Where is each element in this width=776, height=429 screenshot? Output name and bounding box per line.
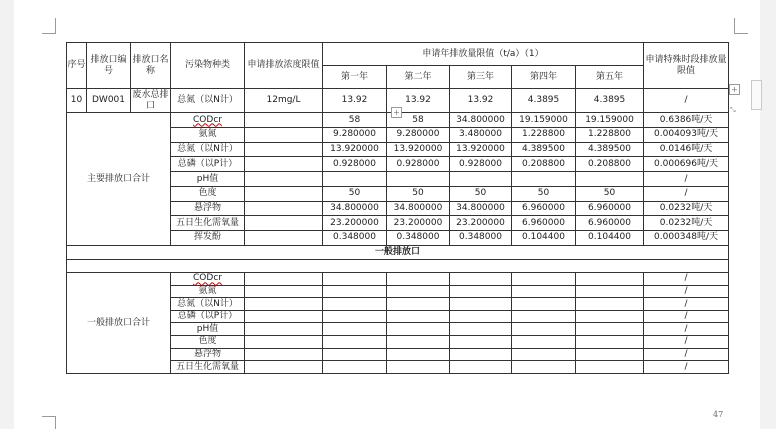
crop-mark [42,416,56,417]
plus-icon[interactable]: + [729,84,740,95]
cell-year-value [576,172,644,187]
cell-year-value: 58 [387,113,450,128]
cell-year-value [323,361,387,374]
cell-year-value [576,298,644,311]
cell-special: / [644,298,729,311]
cell-concentration [245,273,323,286]
cell-pollutant: 总磷（以P计） [171,310,245,323]
cell-year-value: 0.104400 [512,231,576,246]
cell-pollutant: CODcr [171,113,245,128]
cell-year-value [450,361,512,374]
cell-year-value [387,348,450,361]
cell-concentration [245,336,323,349]
cell-year-value: 23.200000 [323,216,387,231]
cell-year-value: 0.208800 [512,157,576,172]
cell-concentration [245,310,323,323]
cell-year-value: 9.280000 [387,128,450,143]
cell-concentration [245,361,323,374]
cell-year-value: 0.928000 [323,157,387,172]
cell-year-value [512,323,576,336]
cell-special: 0.0232吨/天 [644,216,729,231]
cell-year-value: 3.480000 [450,128,512,143]
main-total-label: 主要排放口合计 [67,113,171,245]
cell-special: 0.0232吨/天 [644,201,729,216]
cell-concentration [245,186,323,201]
cell-year-value [450,336,512,349]
header-outlet-name: 排放口名称 [131,43,171,89]
cell-year-value: 13.920000 [323,142,387,157]
cell-pollutant: 五日生化需氧量 [171,361,245,374]
cell-year-value: 13.920000 [387,142,450,157]
section-row [67,245,729,260]
cell-year-value: 4.389500 [576,142,644,157]
cell-special: / [644,172,729,187]
cell-special: / [644,89,729,113]
cell-year-value: 34.800000 [450,113,512,128]
cell-year-value [576,285,644,298]
cell-year-value: 0.348000 [323,231,387,246]
cell-year-value: 6.960000 [512,216,576,231]
cell-pollutant: 总氮（以N计） [171,142,245,157]
cell-year-value: 0.348000 [450,231,512,246]
cell-year-value [323,298,387,311]
cell-concentration [245,323,323,336]
cell-year-value: 4.3895 [576,89,644,113]
cell-year-value: 50 [387,186,450,201]
cell-year-value [576,336,644,349]
emission-limit-table [66,42,729,374]
cell-year-value: 6.960000 [512,201,576,216]
header-year: 第二年 [387,66,450,89]
cell-year-value [387,336,450,349]
plus-icon[interactable]: + [391,107,402,118]
cell-pollutant: 挥发酚 [171,231,245,246]
cell-year-value [387,323,450,336]
cell-special: / [644,348,729,361]
cell-pollutant: 总氮（以N计） [171,89,245,113]
cell-year-value [450,298,512,311]
cell-year-value: 1.228800 [576,128,644,143]
cell-year-value [323,285,387,298]
cell-concentration [245,216,323,231]
header-outlet-id: 排放口编号 [87,43,131,89]
cell-year-value: 23.200000 [450,216,512,231]
cell-pollutant: 总磷（以P计） [171,157,245,172]
cell-pollutant: pH值 [171,172,245,187]
cell-year-value [512,336,576,349]
cell-year-value [387,310,450,323]
cell-year-value [387,273,450,286]
cell-year-value [450,273,512,286]
cell-special: / [644,336,729,349]
cell-year-value [576,323,644,336]
cell-year-value [387,285,450,298]
cell-year-value: 50 [576,186,644,201]
cell-pollutant: 色度 [171,186,245,201]
cell-year-value: 23.200000 [387,216,450,231]
cell-concentration [245,128,323,143]
cell-concentration [245,348,323,361]
cell-concentration [245,285,323,298]
cell-year-value: 34.800000 [387,201,450,216]
general-total-label: 一般排放口合计 [67,273,171,374]
cell-year-value: 6.960000 [576,201,644,216]
header-pollutant: 污染物种类 [171,43,245,89]
blank-cell [67,260,729,273]
cell-year-value: 13.920000 [450,142,512,157]
cell-concentration [245,231,323,246]
cell-special: / [644,186,729,201]
header-year: 第一年 [323,66,387,89]
header-concentration: 申请排放浓度限值 [245,43,323,89]
cell-pollutant: 悬浮物 [171,201,245,216]
cell-concentration [245,113,323,128]
cell-year-value: 13.92 [450,89,512,113]
cell-year-value: 50 [512,186,576,201]
cell-year-value: 0.104400 [576,231,644,246]
cell-year-value [387,298,450,311]
crop-mark [55,416,56,429]
cell-pollutant: 五日生化需氧量 [171,216,245,231]
cell-special: 0.000348吨/天 [644,231,729,246]
document-page [14,0,760,429]
cell-year-value: 58 [323,113,387,128]
header-special-period: 申请特殊时段排放量限值 [644,43,729,89]
header-year: 第五年 [576,66,644,89]
cell-year-value [323,310,387,323]
cell-year-value [512,310,576,323]
cell-pollutant: CODcr [171,273,245,286]
crop-mark [734,33,748,34]
cell-year-value: 13.92 [323,89,387,113]
cell-year-value [450,323,512,336]
cell-pollutant: pH值 [171,323,245,336]
cell-concentration [245,298,323,311]
cell-year-value [512,298,576,311]
cell-special: 0.004093吨/天 [644,128,729,143]
cell-year-value: 9.280000 [323,128,387,143]
cell-special: / [644,323,729,336]
cell-year-value [387,172,450,187]
crop-mark [42,33,56,34]
cell-year-value: 1.228800 [512,128,576,143]
cell-special: / [644,361,729,374]
cell-year-value [512,348,576,361]
cell-special: / [644,310,729,323]
cell-pollutant: 氨氮 [171,128,245,143]
cell-year-value: 0.928000 [450,157,512,172]
cell-year-value [323,323,387,336]
cell-pollutant: 悬浮物 [171,348,245,361]
cell-year-value [512,285,576,298]
cell-year-value [576,348,644,361]
cell-year-value: 19.159000 [576,113,644,128]
header-year: 第三年 [450,66,512,89]
cell-year-value: 6.960000 [576,216,644,231]
cell-year-value [512,273,576,286]
cell-special: 0.000696吨/天 [644,157,729,172]
cell-special: / [644,285,729,298]
cell-year-value [323,273,387,286]
general-section-title: 一般排放口 [67,245,729,260]
cell-concentration [245,201,323,216]
cell-year-value: 4.3895 [512,89,576,113]
crop-mark [55,18,56,34]
cell-outlet-name: 废水总排口 [131,89,171,113]
cell-year-value: 50 [323,186,387,201]
header-year: 第四年 [512,66,576,89]
cell-concentration [245,172,323,187]
blank-row [67,260,729,273]
cell-year-value [450,172,512,187]
cell-year-value: 34.800000 [323,201,387,216]
header-seq: 序号 [67,43,87,89]
cell-year-value [450,348,512,361]
cell-year-value: 0.208800 [576,157,644,172]
cell-year-value [512,172,576,187]
cell-year-value: 0.348000 [387,231,450,246]
cell-year-value [576,310,644,323]
cell-concentration: 12mg/L [245,89,323,113]
page-number: 47 [713,410,724,419]
cell-concentration [245,157,323,172]
resize-icon[interactable]: ⤡ [730,106,736,114]
cell-year-value [323,348,387,361]
cell-pollutant: 色度 [171,336,245,349]
cell-seq: 10 [67,89,87,113]
header-annual-group: 申请年排放量限值（t/a）（1） [323,43,644,66]
cell-special: 0.6386吨/天 [644,113,729,128]
cell-year-value: 34.800000 [450,201,512,216]
cell-year-value [450,310,512,323]
cell-year-value [576,361,644,374]
cell-year-value: 4.389500 [512,142,576,157]
cell-special: 0.0146吨/天 [644,142,729,157]
cell-year-value: 13.92 [387,89,450,113]
cell-pollutant: 总氮（以N计） [171,298,245,311]
cell-pollutant: 氨氮 [171,285,245,298]
cell-concentration [245,142,323,157]
cell-year-value: 50 [450,186,512,201]
cell-year-value: 19.159000 [512,113,576,128]
cell-year-value [576,273,644,286]
crop-mark [734,18,735,34]
cell-year-value [450,285,512,298]
cell-year-value: 0.928000 [387,157,450,172]
cell-special: / [644,273,729,286]
cell-year-value [323,336,387,349]
cell-year-value [387,361,450,374]
cell-year-value [512,361,576,374]
table-row [67,273,729,286]
scrollbar[interactable] [751,80,762,110]
cell-year-value [323,172,387,187]
cell-outlet-id: DW001 [87,89,131,113]
